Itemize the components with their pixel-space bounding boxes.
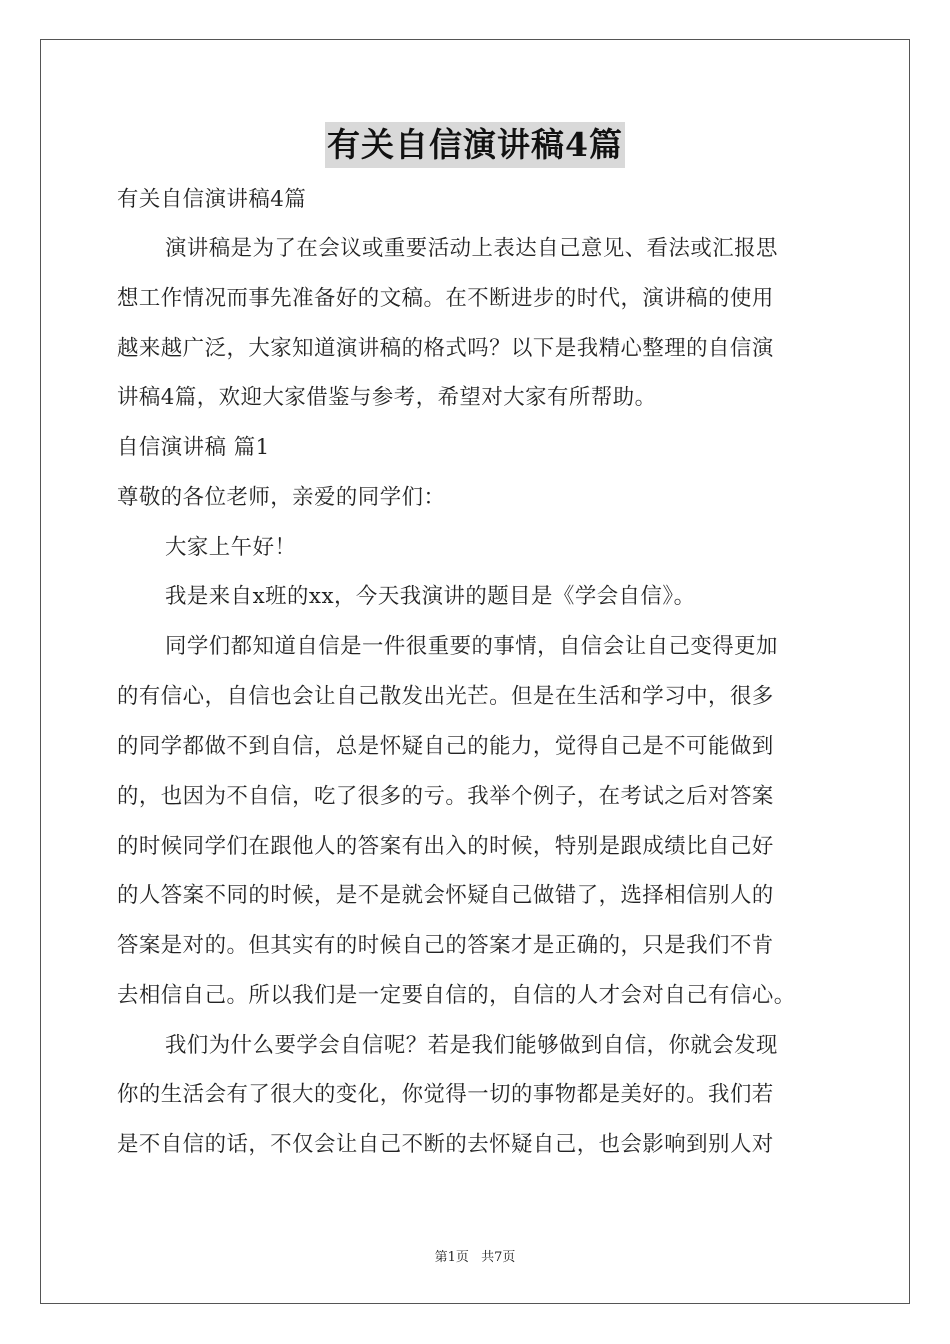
- page-total: 共7页: [481, 1250, 516, 1265]
- paragraph1-line: 的时候同学们在跟他人的答案有出入的时候，特别是跟成绩比自己好: [117, 834, 774, 859]
- page-footer: [0, 1246, 950, 1265]
- intro-line: 越来越广泛，大家知道演讲稿的格式吗？以下是我精心整理的自信演: [117, 336, 774, 361]
- greeting: 尊敬的各位老师，亲爱的同学们：: [117, 485, 446, 510]
- document-title: 有关自信演讲稿4篇: [325, 122, 625, 168]
- intro-line: 演讲稿是为了在会议或重要活动上表达自己意见、看法或汇报思: [165, 236, 778, 261]
- paragraph1-line: 的同学都做不到自信，总是怀疑自己的能力，觉得自己是不可能做到: [117, 734, 774, 759]
- paragraph2-line: 是不自信的话，不仅会让自己不断的去怀疑自己，也会影响到别人对: [117, 1132, 774, 1157]
- paragraph1-line: 的人答案不同的时候，是不是就会怀疑自己做错了，选择相信别人的: [117, 883, 774, 908]
- page-border: [40, 39, 910, 1304]
- section-heading: 自信演讲稿 篇1: [117, 435, 270, 460]
- intro-line: 想工作情况而事先准备好的文稿。在不断进步的时代，演讲稿的使用: [117, 286, 774, 311]
- paragraph2-line: 我们为什么要学会自信呢？若是我们能够做到自信，你就会发现: [165, 1033, 778, 1058]
- intro-line: 讲稿4篇，欢迎大家借鉴与参考，希望对大家有所帮助。: [117, 385, 657, 410]
- paragraph1-line: 同学们都知道自信是一件很重要的事情，自信会让自己变得更加: [165, 634, 778, 659]
- hello-line: 大家上午好！: [165, 535, 297, 560]
- paragraph1-line: 的，也因为不自信，吃了很多的亏。我举个例子，在考试之后对答案: [117, 784, 774, 809]
- paragraph1-line: 的有信心，自信也会让自己散发出光芒。但是在生活和学习中，很多: [117, 684, 774, 709]
- page-number: 第1页: [434, 1250, 469, 1265]
- document-subtitle: 有关自信演讲稿4篇: [117, 187, 307, 212]
- paragraph1-line: 去相信自己。所以我们是一定要自信的，自信的人才会对自己有信心。: [117, 983, 796, 1008]
- self-intro-line: 我是来自x班的xx，今天我演讲的题目是《学会自信》。: [165, 584, 696, 609]
- paragraph1-line: 答案是对的。但其实有的时候自己的答案才是正确的，只是我们不肯: [117, 933, 774, 958]
- paragraph2-line: 你的生活会有了很大的变化，你觉得一切的事物都是美好的。我们若: [117, 1082, 774, 1107]
- title-container: [0, 122, 950, 168]
